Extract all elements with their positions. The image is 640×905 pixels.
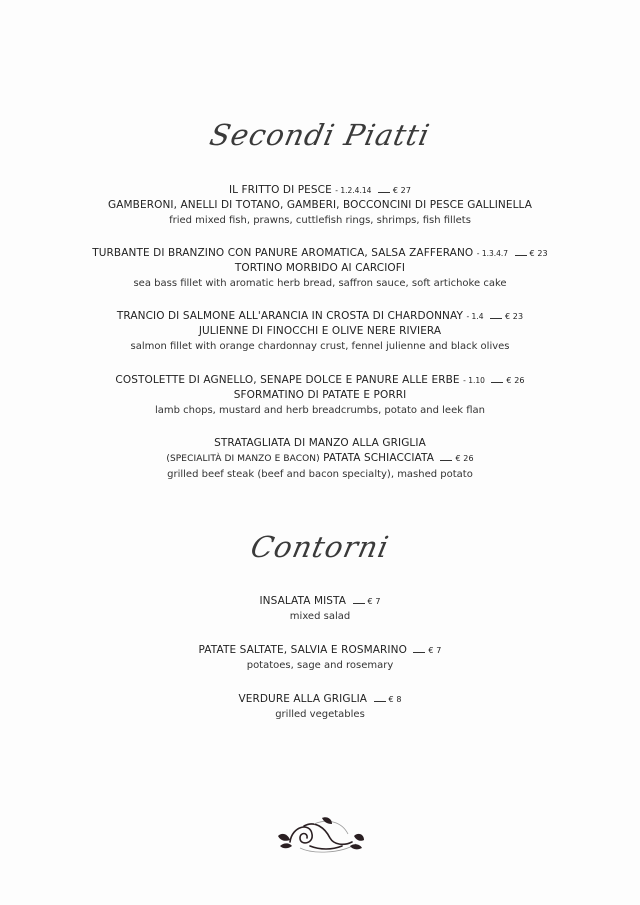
price-leader — [378, 184, 390, 193]
side-name: VERDURE ALLA GRIGLIA — [238, 693, 368, 705]
side-name: INSALATA MISTA — [259, 595, 347, 607]
side-price: € 7 — [367, 597, 381, 606]
dish-subtitle: PATATA SCHIACCIATA — [323, 452, 434, 464]
side-name: PATATE SALTATE, SALVIA E ROSMARINO — [198, 644, 407, 656]
allergen-codes: - 1.10 — [463, 376, 485, 385]
price-leader — [515, 247, 527, 256]
dish-item — [0, 183, 640, 228]
side-name-line — [0, 594, 640, 609]
side-name-line — [0, 692, 640, 707]
dish-subtitle: JULIENNE DI FINOCCHI E OLIVE NERE RIVIERA — [198, 325, 442, 337]
dish-item — [0, 436, 640, 482]
allergen-codes: - 1.2.4.14 — [335, 186, 372, 195]
section-title-secondi: Secondi Piatti — [206, 118, 434, 152]
dish-item — [0, 246, 640, 291]
side-english: mixed salad — [289, 611, 351, 622]
dish-subtitle-line — [0, 451, 640, 467]
side-price: € 8 — [388, 695, 402, 704]
dish-price: € 26 — [455, 454, 474, 463]
dish-name-line — [0, 373, 640, 388]
dish-price: € 23 — [504, 312, 524, 321]
side-name-line — [0, 643, 640, 658]
dish-name-line — [0, 309, 640, 324]
dish-name: IL FRITTO DI PESCE — [228, 184, 332, 196]
dish-name: STRATAGLIATA DI MANZO ALLA GRIGLIA — [214, 437, 426, 449]
dish-english: lamb chops, mustard and herb breadcrumbs, potato and leek flan — [155, 405, 485, 416]
dish-english: grilled beef steak (beef and bacon specialty), mashed potato — [167, 469, 473, 480]
side-price: € 7 — [428, 646, 442, 655]
dish-english: fried mixed fish, prawns, cuttlefish rings, shrimps, fish fillets — [169, 215, 471, 226]
allergen-codes: - 1.3.4.7 — [476, 249, 509, 258]
dish-english: sea bass fillet with aromatic herb bread, saffron sauce, soft artichoke cake — [133, 278, 507, 289]
dish-name: TURBANTE DI BRANZINO CON PANURE AROMATICA, SALSA ZAFFERANO — [92, 247, 474, 259]
side-english: grilled vegetables — [275, 709, 365, 720]
dish-item — [0, 373, 640, 418]
dish-name: TRANCIO DI SALMONE ALL'ARANCIA IN CROSTA DI CHARDONNAY — [116, 310, 463, 322]
side-item — [0, 594, 640, 624]
dish-english: salmon fillet with orange chardonnay crust, fennel julienne and black olives — [130, 341, 510, 352]
price-leader — [491, 374, 503, 383]
dish-price: € 27 — [392, 186, 412, 195]
price-leader — [374, 693, 386, 702]
side-item — [0, 643, 640, 673]
price-leader — [353, 595, 365, 604]
price-leader — [490, 310, 502, 319]
dish-price: € 26 — [506, 376, 525, 385]
dish-price: € 23 — [529, 249, 548, 258]
side-item — [0, 692, 640, 722]
price-leader — [413, 644, 425, 653]
dish-name-line — [0, 246, 640, 261]
dish-subtitle-small: (SPECIALITÀ DI MANZO E BACON) — [166, 454, 320, 464]
side-english: potatoes, sage and rosemary — [246, 660, 394, 671]
dish-name-line — [0, 183, 640, 198]
allergen-codes: - 1.4 — [466, 312, 484, 321]
price-leader — [440, 452, 452, 461]
dish-subtitle: TORTINO MORBIDO AI CARCIOFI — [234, 262, 406, 274]
dish-name: COSTOLETTE DI AGNELLO, SENAPE DOLCE E PANURE ALLE ERBE — [115, 374, 460, 386]
dish-subtitle: GAMBERONI, ANELLI DI TOTANO, GAMBERI, BOCCONCINI DI PESCE GALLINELLA — [107, 199, 533, 211]
dish-item — [0, 309, 640, 354]
dish-subtitle: SFORMATINO DI PATATE E PORRI — [233, 389, 407, 401]
section-title-contorni: Contorni — [247, 530, 393, 564]
floral-flourish-icon — [270, 812, 370, 858]
